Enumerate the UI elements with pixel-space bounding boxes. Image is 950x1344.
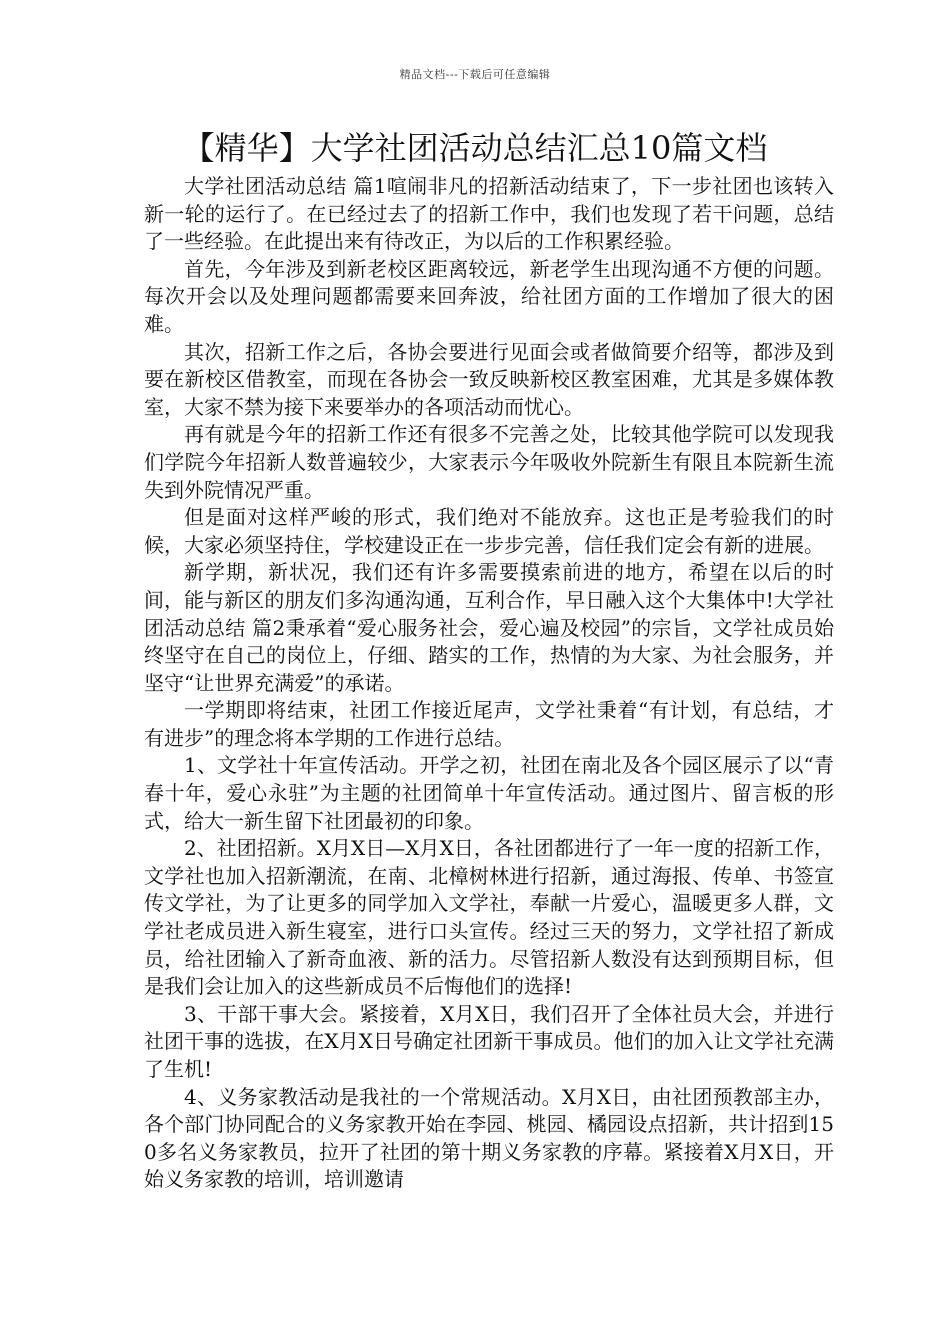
paragraph-1: 大学社团活动总结 篇1喧闹非凡的招新活动结束了，下一步社团也该转入新一轮的运行了。在已经过去了的招新工作中，我们也发现了若干问题，总结了一些经验。在此提出来有待改正，为以后的工作积累经验。 [144,174,834,254]
paragraph-3: 其次，招新工作之后，各协会要进行见面会或者做简要介绍等，都涉及到要在新校区借教室，而现在各协会一致反映新校区教室困难，尤其是多媒体教室，大家不禁为接下来要举办的各项活动而忧心。 [144,339,834,419]
paragraph-9: 2、社团招新。X月X日—X月X日，各社团都进行了一年一度的招新工作，文学社也加入招新潮流，在南、北樟树林进行招新，通过海报、传单、书签宣传文学社，为了让更多的同学加入文学社，奉献一片爱心，温暖更多人群，文学社老成员进入新生寝室，进行口头宣传。经过三天的努力，文学社招了新成员，给社团输入了新奇血液、新的活力。尽管招新人数没有达到预期目标，但是我们会让加入的这些新成员不后悔他们的选择! [144,836,834,999]
paragraph-5: 但是面对这样严峻的形式，我们绝对不能放弃。这也正是考验我们的时候，大家必须坚持住，学校建设正在一步步完善，信任我们定会有新的进展。 [144,505,834,557]
paragraph-11: 4、义务家教活动是我社的一个常规活动。X月X日，由社团预教部主办，各个部门协同配合的义务家教开始在李园、桃园、橘园设点招新，共计招到150多名义务家教员，拉开了社团的第十期义务家教的序幕。紧接着X月X日，开始义务家教的培训，培训邀请 [144,1084,834,1192]
paragraph-2: 首先，今年涉及到新老校区距离较远，新老学生出现沟通不方便的问题。每次开会以及处理问题都需要来回奔波，给社团方面的工作增加了很大的困难。 [144,256,834,336]
paragraph-6: 新学期，新状况，我们还有许多需要摸索前进的地方，希望在以后的时间，能与新区的朋友们多沟通沟通，互利合作，早日融入这个大集体中!大学社团活动总结 篇2秉承着“爱心服务社会，爱心遍及校园”的宗旨，文学社成员始终坚守在自己的岗位上，仔细、踏实的工作，热情的为大家、为社会服务，并坚守“让世界充满爱”的承诺。 [144,560,834,695]
paragraph-8: 1、文学社十年宣传活动。开学之初，社团在南北及各个园区展示了以“青春十年，爱心永驻”为主题的社团简单十年宣传活动。通过图片、留言板的形式，给大一新生留下社团最初的印象。 [144,753,834,833]
paragraph-4: 再有就是今年的招新工作还有很多不完善之处，比较其他学院可以发现我们学院今年招新人数普遍较少，大家表示今年吸收外院新生有限且本院新生流失到外院情况严重。 [144,422,834,502]
paragraph-10: 3、干部干事大会。紧接着，X月X日，我们召开了全体社员大会，并进行社团干事的选拔，在X月X日号确定社团新干事成员。他们的加入让文学社充满了生机! [144,1001,834,1081]
document-title: 【精华】大学社团活动总结汇总10篇文档 [182,129,768,167]
header-note: 精品文档---下载后可任意编辑 [399,68,551,81]
document-body [144,173,834,1194]
paragraph-7: 一学期即将结束，社团工作接近尾声，文学社秉着“有计划，有总结，才有进步”的理念将本学期的工作进行总结。 [144,698,834,750]
